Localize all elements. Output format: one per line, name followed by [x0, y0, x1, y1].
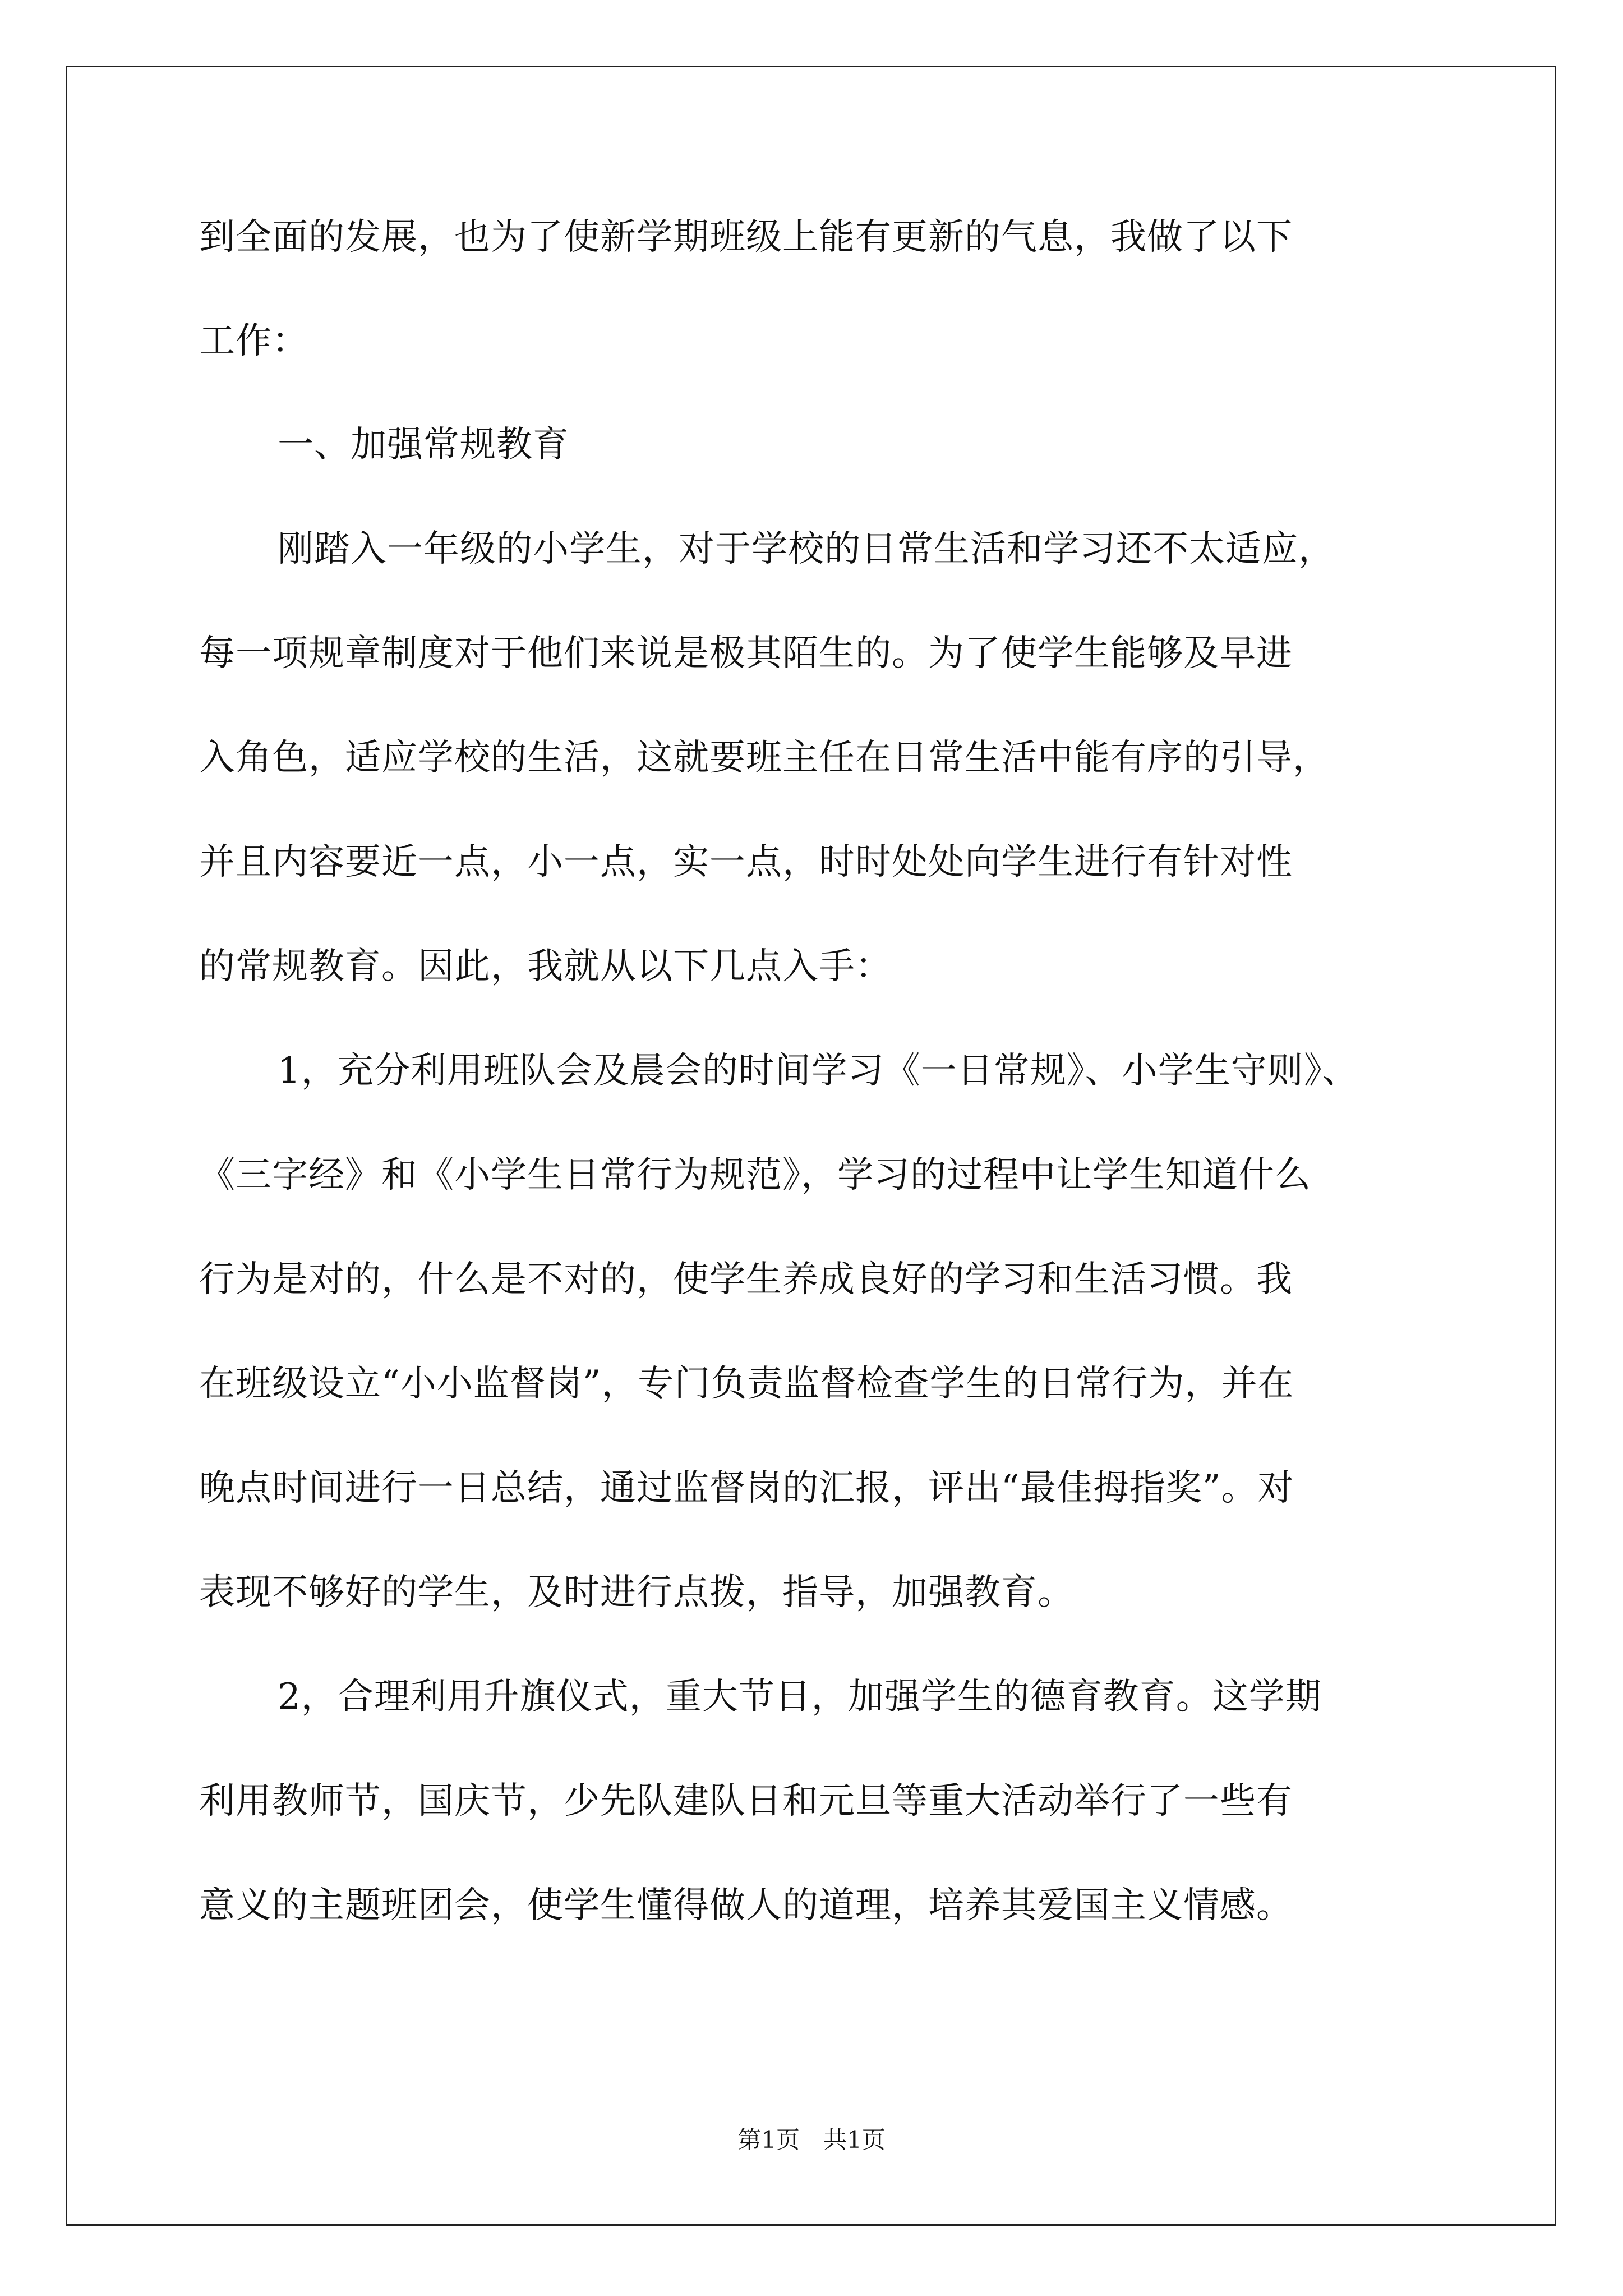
- text-line: 行为是对的，什么是不对的，使学生养成良好的学习和生活习惯。我: [199, 1259, 1293, 1300]
- text-line: 意义的主题班团会，使学生懂得做人的道理，培养其爱国主义情感。: [199, 1885, 1293, 1926]
- text-line: 利用教师节，国庆节，少先队建队日和元旦等重大活动举行了一些有: [199, 1780, 1293, 1822]
- text-line: 每一项规章制度对于他们来说是极其陌生的。为了使学生能够及早进: [199, 633, 1293, 674]
- text-line: 到全面的发展，也为了使新学期班级上能有更新的气息，我做了以下: [199, 217, 1293, 258]
- text-line: 在班级设立“小小监督岗”，专门负责监督检查学生的日常行为，并在: [199, 1363, 1294, 1405]
- text-line: 表现不够好的学生，及时进行点拨，指导，加强教育。: [199, 1572, 1074, 1613]
- text-line: 的常规教育。因此，我就从以下几点入手：: [199, 946, 892, 987]
- text-line: 刚踏入一年级的小学生，对于学校的日常生活和学习还不太适应，: [278, 528, 1335, 570]
- section-heading: 一、加强常规教育: [278, 424, 569, 466]
- text-line: 并且内容要近一点，小一点，实一点，时时处处向学生进行有针对性: [199, 841, 1293, 883]
- text-line: 晚点时间进行一日总结，通过监督岗的汇报，评出“最佳拇指奖”。对: [199, 1467, 1294, 1509]
- text-line: 入角色，适应学校的生活，这就要班主任在日常生活中能有序的引导，: [199, 737, 1329, 779]
- text-line: 《三字经》和《小学生日常行为规范》，学习的过程中让学生知道什么: [199, 1154, 1311, 1196]
- text-line: 2，合理利用升旗仪式，重大节日，加强学生的德育教育。这学期: [278, 1676, 1322, 1718]
- page-number: 第1页 共1页: [737, 2126, 886, 2154]
- text-line: 1，充分利用班队会及晨会的时间学习《一日常规》、小学生守则》、: [278, 1050, 1359, 1092]
- text-line: 工作：: [199, 320, 308, 362]
